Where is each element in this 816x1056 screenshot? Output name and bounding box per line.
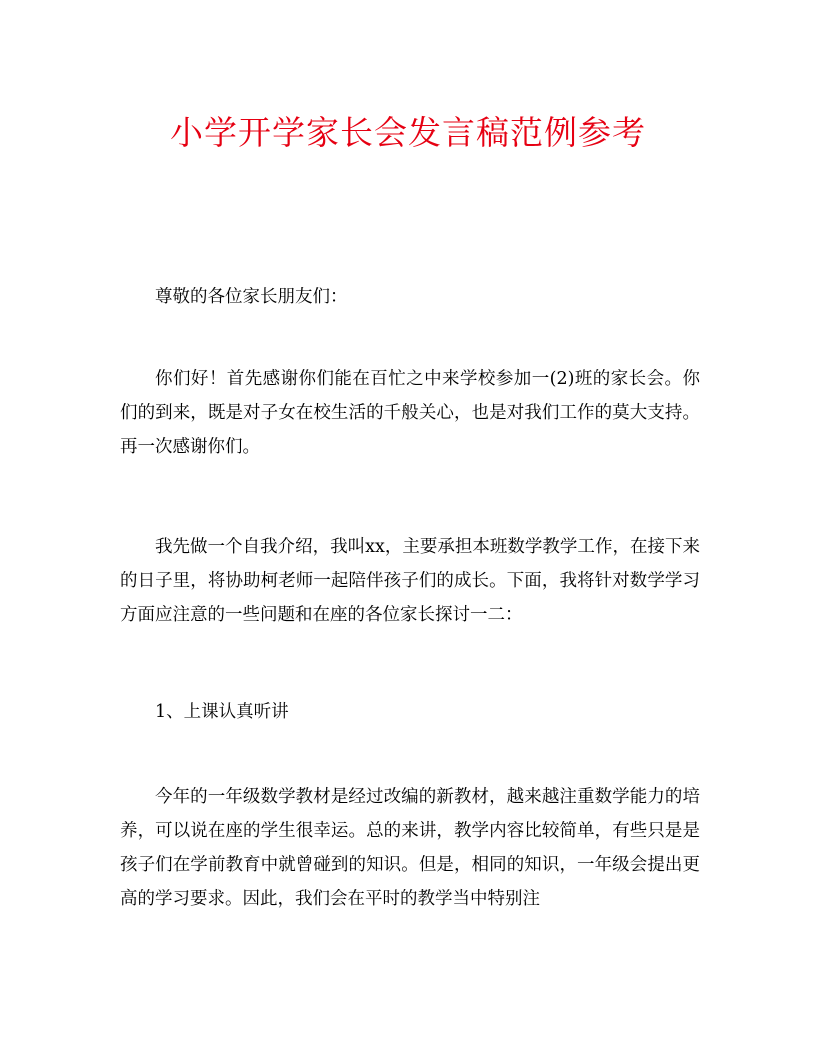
greeting-paragraph: 尊敬的各位家长朋友们： [155, 287, 348, 307]
welcome-paragraph: 你们好！首先感谢你们能在百忙之中来学校参加一(2)班的家长会。你们的到来，既是对子女在校生活的千般关心，也是对我们工作的莫大支持。再一次感谢你们。 [120, 369, 700, 457]
section-1-content-paragraph: 今年的一年级数学教材是经过改编的新教材，越来越注重数学能力的培养，可以说在座的学生很幸运。总的来讲，教学内容比较简单，有些只是是孩子们在学前教育中就曾碰到的知识。但是，相同的知识，一年级会提出更高的学习要求。因此，我们会在平时的教学当中特别注 [120, 787, 700, 909]
section-heading-1: 1、上课认真听讲 [155, 702, 289, 722]
self-introduction-paragraph: 我先做一个自我介绍，我叫xx，主要承担本班数学教学工作，在接下来的日子里，将协助柯老师一起陪伴孩子们的成长。下面，我将针对数学学习方面应注意的一些问题和在座的各位家长探讨一二： [120, 537, 700, 625]
document-title: 小学开学家长会发言稿范例参考 [170, 113, 646, 152]
